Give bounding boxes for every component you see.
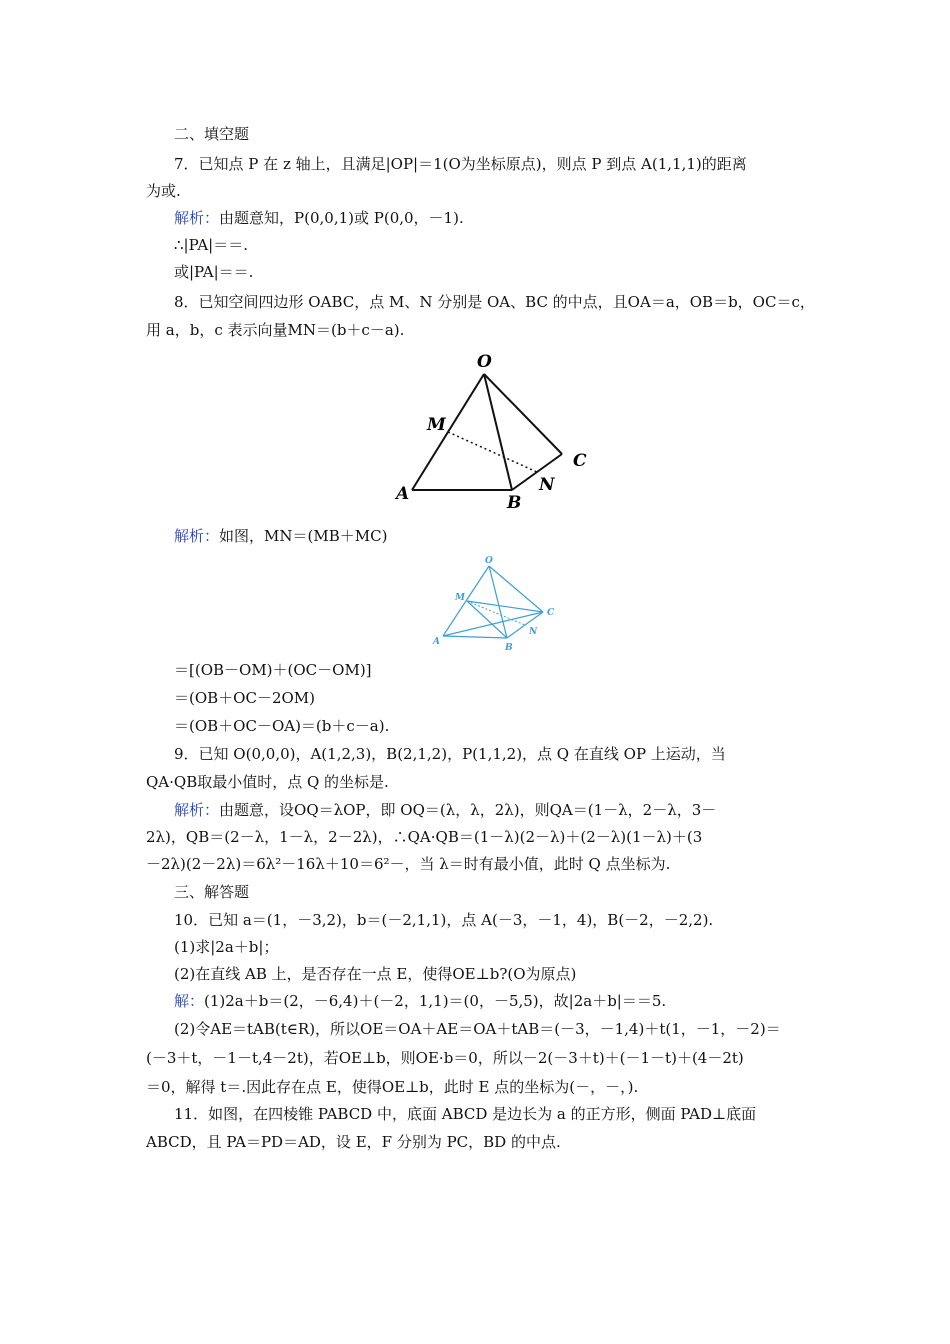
edge-ob — [484, 374, 512, 490]
problem-10-solution-line-1 — [174, 991, 666, 1013]
label-c: C — [547, 608, 555, 618]
label-o: O — [485, 556, 493, 566]
problem-11-line-1: 11．如图，在四棱锥 PABCD 中，底面 ABCD 是边长为 a 的正方形，侧面 PAD⊥底面 — [174, 1105, 757, 1123]
problem-9-solution-line-2: 2λ)，QB＝(2－λ，1－λ，2－2λ)，∴QA·QB＝(1－λ)(2－λ)＋(2－λ)(1－λ)＋(3 — [146, 828, 703, 846]
solution-text: 由题意知，P(0,0,1)或 P(0,0，－1). — [219, 209, 464, 227]
label-o: O — [477, 352, 492, 372]
problem-9-solution-line-3: －2λ)(2－2λ)＝6λ²－16λ＋10＝6²－，当 λ＝时有最小值，此时 Q 点坐标为. — [146, 855, 671, 873]
problem-8-line-2: 用 a，b，c 表示向量MN＝(b＋c－a). — [146, 321, 405, 339]
problem-10-solution-line-3: (－3＋t，－1－t,4－2t)，若OE⊥b，则OE·b＝0，所以－2(－3＋t)＋(－1－t)＋(4－2t) — [146, 1049, 744, 1067]
label-m: M — [427, 415, 446, 435]
problem-7-solution-line-1 — [174, 208, 464, 230]
problem-10-solution-line-4: ＝0，解得 t＝.因此存在点 E，使得OE⊥b，此时 E 点的坐标为(－，－，). — [146, 1078, 639, 1096]
solution-text: 如图，MN＝(MB＋MC) — [219, 527, 388, 545]
edge-oa — [443, 566, 489, 636]
tetrahedron-figure — [390, 348, 600, 513]
problem-9-line-1: 9．已知 O(0,0,0)，A(1,2,3)，B(2,1,2)，P(1,1,2)，点 Q 在直线 OP 上运动，当 — [174, 745, 726, 763]
problem-7-solution-line-3: 或|PA|＝＝. — [174, 263, 254, 281]
section-heading-answer: 三、解答题 — [174, 883, 250, 901]
problem-8-solution-line-2: ＝[(OB－OM)＋(OC－OM)] — [174, 661, 372, 679]
problem-10-part-2: (2)在直线 AB 上，是否存在一点 E，使得OE⊥b?(O为原点) — [174, 965, 577, 983]
label-b: B — [505, 643, 513, 652]
problem-7-line-2: 为或. — [146, 182, 181, 200]
solution-label: 解析： — [174, 801, 220, 819]
problem-9-line-2: QA·QB取最小值时，点 Q 的坐标是. — [146, 773, 389, 791]
solution-text: (1)2a＋b＝(2，－6,4)＋(－2，1,1)＝(0，－5,5)，故|2a＋b|＝＝5. — [204, 992, 667, 1010]
problem-11-line-2: ABCD，且 PA＝PD＝AD，设 E，F 分别为 PC，BD 的中点. — [146, 1133, 561, 1151]
problem-10-part-1: (1)求|2a＋b|； — [174, 938, 279, 956]
edge-ab — [443, 636, 507, 638]
label-a: A — [433, 637, 440, 647]
problem-8-solution-line-1 — [174, 526, 387, 548]
solution-label: 解析： — [174, 209, 220, 227]
problem-7-solution-line-2: ∴|PA|＝＝. — [174, 236, 248, 254]
problem-9-solution-line-1 — [174, 800, 716, 822]
label-b: B — [507, 493, 522, 513]
edge-ob — [489, 566, 507, 638]
label-m: M — [455, 593, 465, 603]
problem-10-line-1: 10．已知 a＝(1，－3,2)，b＝(－2,1,1)，点 A(－3，－1，4)，B(－2，－2,2). — [174, 911, 714, 929]
edge-oc — [484, 374, 562, 454]
segment-mn — [448, 432, 537, 472]
solution-text: 由题意，设OQ＝λOP，即 OQ＝(λ，λ，2λ)，则QA＝(1－λ，2－λ，3－ — [219, 801, 717, 819]
label-c: C — [573, 451, 587, 471]
segment-mb — [467, 601, 507, 638]
solution-label: 解析： — [174, 527, 220, 545]
solution-label: 解： — [174, 992, 205, 1010]
label-a: A — [396, 484, 410, 504]
label-n: N — [539, 475, 555, 495]
problem-8-solution-line-3: ＝(OB＋OC－2OM) — [174, 689, 315, 707]
edge-ac — [443, 612, 543, 636]
problem-7-line-1: 7．已知点 P 在 z 轴上，且满足|OP|＝1(O为坐标原点)，则点 P 到点 A(1,1,1)的距离 — [174, 155, 747, 173]
problem-8-line-1: 8．已知空间四边形 OABC，点 M、N 分别是 OA、BC 的中点，且OA＝a，OB＝b，OC＝c， — [174, 293, 815, 311]
tetrahedron-figure-colored — [423, 552, 561, 652]
problem-10-solution-line-2: (2)令AE＝tAB(t∈R)，所以OE＝OA＋AE＝OA＋tAB＝(－3，－1,4)＋t(1，－1，－2)＝ — [174, 1020, 781, 1038]
label-n: N — [529, 627, 538, 637]
section-heading-fill-blank: 二、填空题 — [174, 125, 250, 143]
problem-8-solution-line-4: ＝(OB＋OC－OA)＝(b＋c－a). — [174, 717, 390, 735]
